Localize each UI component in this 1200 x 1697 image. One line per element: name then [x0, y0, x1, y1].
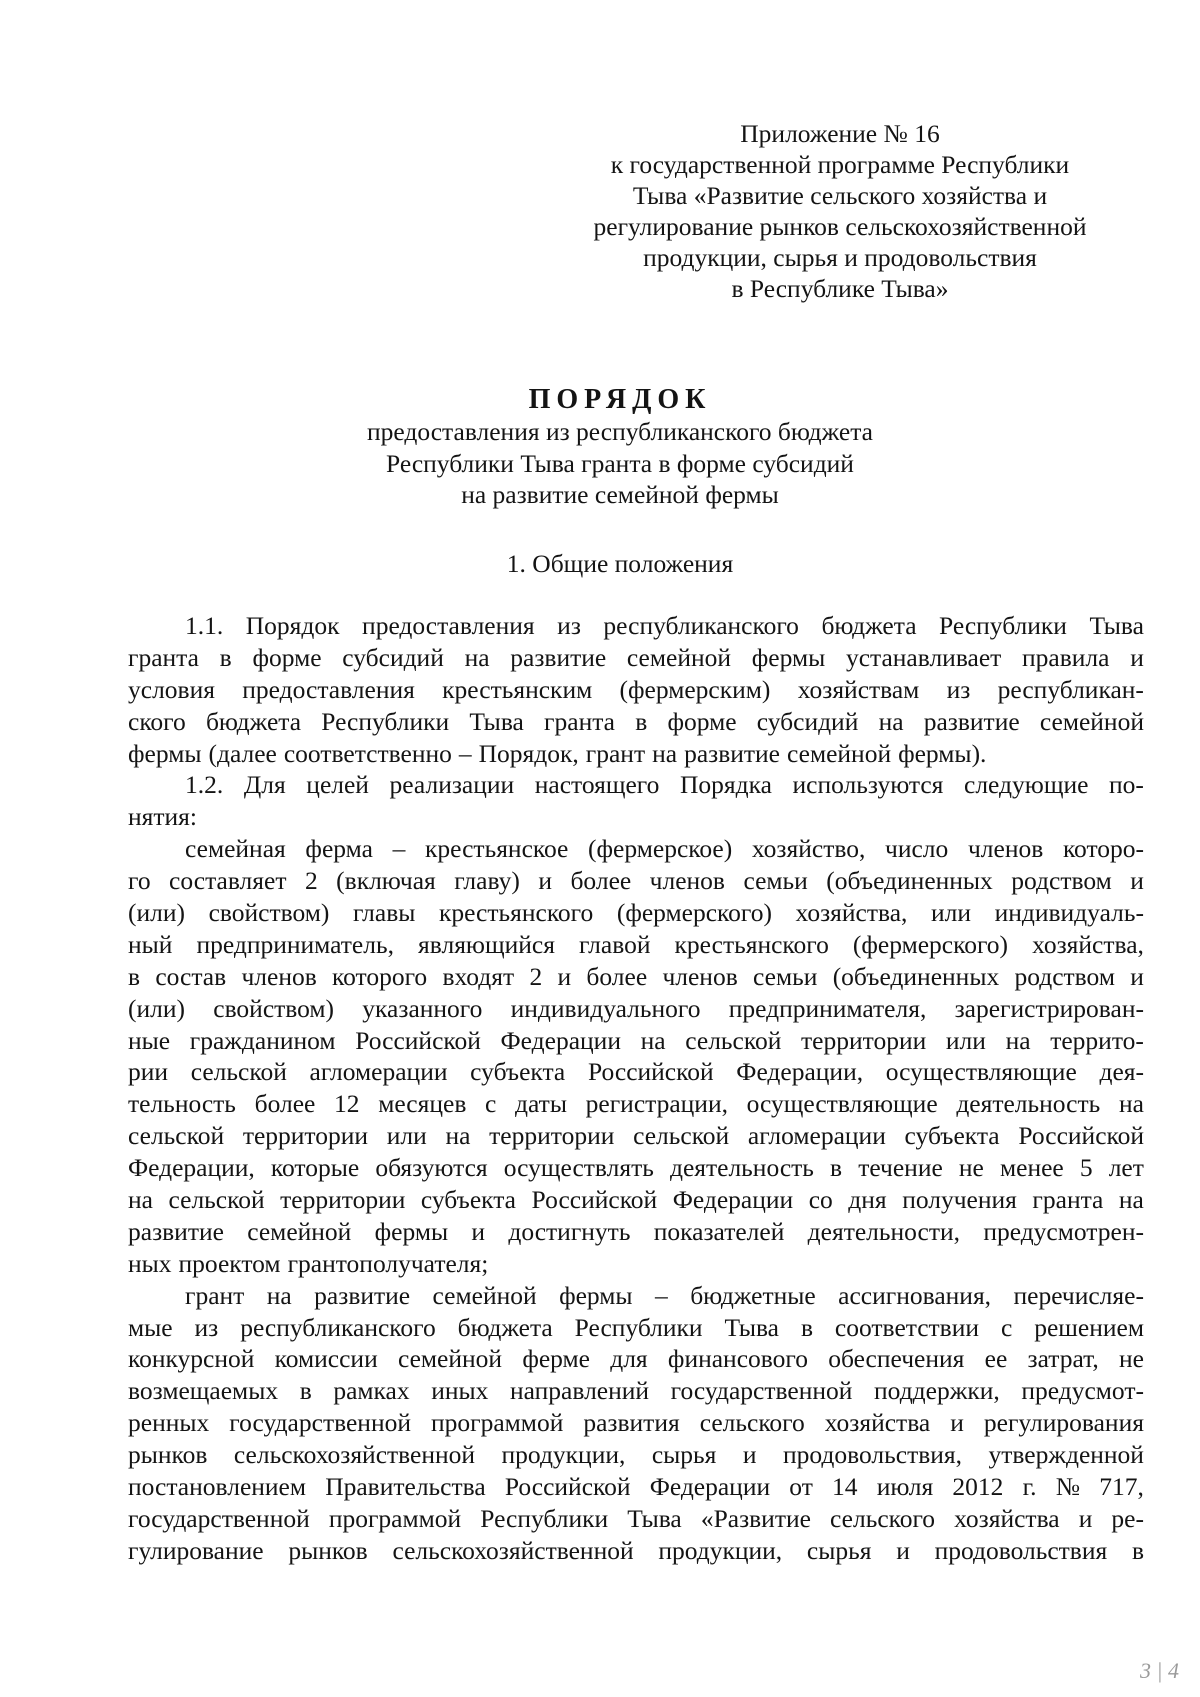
body-line: (или) свойством) указанного индивидуального предпринимателя, зарегистрирован-	[128, 993, 1144, 1023]
body-line: ского бюджета Республики Тыва гранта в форме субсидий на развитие семейной	[128, 706, 1144, 736]
body-line: в состав членов которого входят 2 и более членов семьи (объединенных родством и	[128, 961, 1144, 991]
body-line: сельской территории или на территории сельской агломерации субъекта Российской	[128, 1121, 1144, 1151]
body-line: 1.2. Для целей реализации настоящего Порядка используются следующие по-	[185, 770, 1144, 800]
body-line: фермы (далее соответственно – Порядок, грант на развитие семейной фермы).	[128, 738, 987, 768]
body-line: Федерации, которые обязуются осуществлять деятельность в течение не менее 5 лет	[128, 1153, 1144, 1183]
body-line: гранта в форме субсидий на развитие семейной фермы устанавливает правила и	[128, 642, 1144, 672]
appendix-line: в Республике Тыва»	[731, 274, 949, 303]
body-line: мые из республиканского бюджета Республики Тыва в соответствии с решением	[128, 1312, 1144, 1342]
body-line: ный предприниматель, являющийся главой крестьянского (фермерского) хозяйства,	[128, 929, 1144, 959]
appendix-line: регулирование рынков сельскохозяйственной	[593, 212, 1087, 241]
subtitle-line: на развитие семейной фермы	[461, 480, 779, 509]
body-line: развитие семейной фермы и достигнуть показателей деятельности, предусмотрен-	[128, 1216, 1144, 1246]
body-line: рии сельской агломерации субъекта Российской Федерации, осуществляющие дея-	[128, 1057, 1144, 1087]
appendix-header	[540, 118, 1140, 304]
body-line: го составляет 2 (включая главу) и более членов семьи (объединенных родством и	[128, 866, 1144, 896]
section-heading: 1. Общие положения	[506, 549, 734, 578]
appendix-line: Тыва «Развитие сельского хозяйства и	[632, 181, 1048, 210]
page-number-mark: 3 | 4	[1140, 1658, 1180, 1683]
body-line: грант на развитие семейной фермы – бюджетные ассигнования, перечисляе-	[185, 1280, 1144, 1310]
body-line: ных проектом грантополучателя;	[128, 1248, 489, 1278]
body-line: конкурсной комиссии семейной ферме для финансового обеспечения ее затрат, не	[128, 1344, 1144, 1374]
body-line: рынков сельскохозяйственной продукции, сырья и продовольствия, утвержденной	[128, 1440, 1144, 1470]
body-line: 1.1. Порядок предоставления из республиканского бюджета Республики Тыва	[185, 611, 1144, 640]
body-line: нятия:	[128, 802, 197, 832]
body-line: (или) свойством) главы крестьянского (фермерского) хозяйства, или индивидуаль-	[128, 898, 1144, 928]
body-line: возмещаемых в рамках иных направлений государственной поддержки, предусмот-	[128, 1376, 1144, 1406]
body-line: на сельской территории субъекта Российской Федерации со дня получения гранта на	[128, 1185, 1144, 1215]
body-line: постановлением Правительства Российской Федерации от 14 июля 2012 г. № 717,	[128, 1472, 1144, 1502]
body-line: государственной программой Республики Тыва «Развитие сельского хозяйства и ре-	[128, 1503, 1144, 1533]
appendix-line: продукции, сырья и продовольствия	[643, 243, 1037, 272]
body-line: гулирование рынков сельскохозяйственной продукции, сырья и продовольствия в	[128, 1535, 1144, 1565]
body-line: ные гражданином Российской Федерации на сельской территории или на террито-	[128, 1025, 1144, 1055]
body-line: семейная ферма – крестьянское (фермерское) хозяйство, число членов которо-	[185, 834, 1144, 864]
document-title: ПОРЯДОК	[528, 384, 712, 415]
subtitle-line: Республики Тыва гранта в форме субсидий	[386, 448, 854, 478]
subtitle-line: предоставления из республиканского бюджета	[366, 417, 873, 446]
appendix-line: Приложение № 16	[740, 119, 940, 148]
body-line: тельность более 12 месяцев с даты регистрации, осуществляющие деятельность на	[128, 1089, 1144, 1119]
document-subtitle	[0, 416, 1200, 511]
body-line: условия предоставления крестьянским (фермерским) хозяйствам из республикан-	[128, 674, 1144, 704]
body-line: ренных государственной программой развития сельского хозяйства и регулирования	[128, 1408, 1144, 1438]
appendix-line: к государственной программе Республики	[610, 150, 1070, 179]
body-text	[128, 610, 1144, 1567]
